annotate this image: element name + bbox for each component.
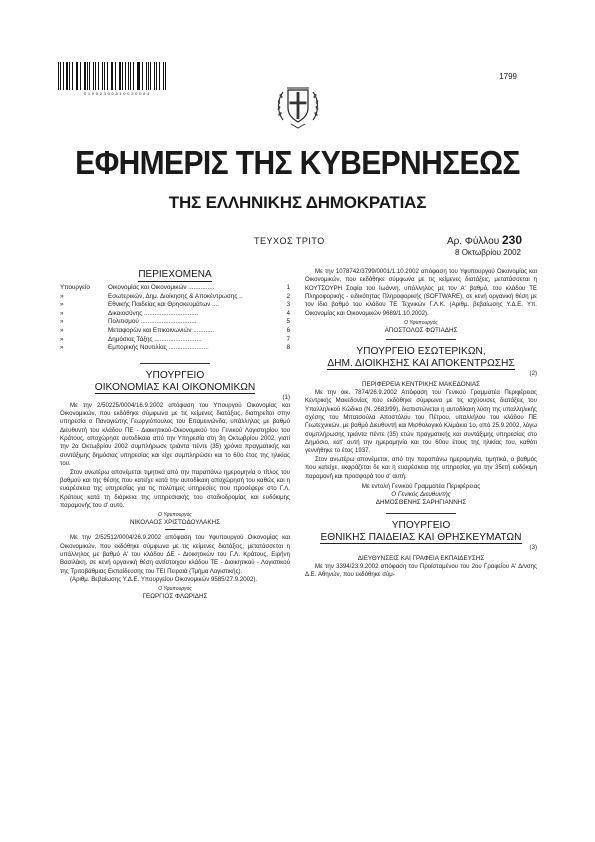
toc-page: 5 [286, 318, 290, 326]
toc-title: ΠΕΡΙΕΧΟΜΕΝΑ [138, 269, 212, 280]
signature-title: Ο Υφυπουργός [158, 512, 192, 519]
gazette-title: ΕΦΗΜΕΡΙΣ ΤΗΣ ΚΥΒΕΡΝΗΣΕΩΣ [75, 145, 520, 182]
signature-name: ΑΠΟΣΤΟΛΟΣ ΦΩΤΙΑΔΗΣ [384, 327, 458, 335]
sheet-label: Αρ. Φύλλου [446, 236, 500, 247]
decision-paragraph: Με την 2/52512/0004/26.9.2002 απόφαση του Υφυπουργού Οικονομίας και Οικονομικών, που εκδόθηκε σύμφωνα με τις κείμενες διατάξεις, μετατάσσεται η υπάλληλος με βαθμό Α' του κλάδου ΔΕ - Διοικητικών του Γ.Λ. Κράτους, Ειρήνη Βασιλάκη, σε κενή οργανική θέση αντίστοιχου κλάδου ΤΕ - Διοικητικού - Λογιστικού της Τριτοβάθμιας Εκπαίδευσης του ΤΕΙ Πειραιά (Τμήμα Λογιστικής). [60, 534, 290, 575]
toc-page: 8 [286, 344, 290, 352]
issue-label: ΤΕΥΧΟΣ ΤΡΙΤΟ [254, 236, 325, 246]
toc-row [60, 327, 290, 336]
toc-page: 1 [286, 284, 290, 291]
toc-ministry: » [60, 344, 64, 352]
decision-paragraph: Με την οικ. 7874/26.9.2002 Απόφαση του Γενικού Γραμματέα Περιφέρειας Κεντρικής Μακεδονίας που εκδόθηκε σύμφωνα με τις ισχύουσες διατάξεις του Υπαλληλικού Κώδικα (Ν. 2683/99), διαπιστώνεται η αυτοδίκαιη λύση της υπαλληλικής σχέσης του Μπατσούλα Αποστόλου του Πέτρου, υπαλλήλου του κλάδου ΠΕ Γεωτεχνικών, με βαθμό Διευθυντή και Μισθολογικό Κλιμάκιο 1ο, από 25.9.2002, λόγω συμπλήρωσης τριάντα πέντε (35) ετών πραγματικής και συντάξιμης υπηρεσίας στο Δημόσιο, κατ' αυτή την ημερομηνία και του 60ου έτους της ηλικίας του, καθότι γεννήθηκε το έτος 1937. [305, 389, 537, 455]
toc-ministry: » [60, 309, 64, 317]
toc-entry: Εσωτερικών, Δημ. Διοίκησης & Αποκέντρωσης .. [108, 292, 243, 300]
toc-ministry: » [60, 326, 64, 334]
ministry-heading-interior: ΥΠΟΥΡΓΕΙΟ ΕΣΩΤΕΡΙΚΩΝ, ΔΗΜ. ΔΙΟΙΚΗΣΗΣ ΚΑΙ ΑΠΟΚΕΝΤΡΩΣΗΣ [327, 346, 515, 370]
toc-row [60, 310, 290, 319]
decision-paragraph: Στον ανωτέρω απονέμεται, από την παραπάνω ημερομηνία, τιμητικά, ο βαθμός που κατείχε, εκφράζεται δε και η ευαρέσκεια της υπηρεσίας για την 35ετή ευδόκιμη παραμονή και προσφορά του σ' αυτή. [305, 455, 537, 480]
issue-date: 8 Οκτωβρίου 2002 [455, 248, 521, 257]
item-number: (1) [282, 393, 290, 401]
toc-entry: Μεταφορών και Επικοινωνιών ............ [108, 326, 215, 334]
toc-ministry: Υπουργείο [60, 284, 90, 291]
toc-row [60, 344, 290, 353]
toc-entry: Δικαιοσύνης ............................... [108, 309, 199, 317]
right-column [305, 268, 537, 580]
left-column [60, 268, 290, 601]
signature-title: Ο Υφυπουργός [158, 586, 192, 593]
sheet-number-label [447, 233, 522, 247]
decision-paragraph: Με την 2/50225/0004/16.9.2002 απόφαση του Υπουργού Οικονομίας και Οικονομικών, που εκδόθηκε σύμφωνα με τις κείμενες διατάξεις, διατηρείται στην υπηρεσία ο Παναγιώτης Γεωργιόπουλος του Επαμεινώνδα, υπάλληλος με βαθμό Διευθυντή του κλάδου ΠΕ - Διοικητικού-Οικονομικού του Γενικού Λογιστηρίου του Κράτους, αποχώρησε αυτοδίκαια από την Υπηρεσία στη 3η Οκτωβρίου 2002, γιατί την 2α Οκτωβρίου 2002 συμπλήρωσε τριάντα πέντε (35) χρόνια πραγματικής και συντάξιμης δημόσιας υπηρεσίας και είχε συμπληρώσει και το 60ο έτος της ηλικίας του. [60, 401, 290, 468]
toc-ministry: » [60, 292, 64, 300]
toc-ministry: » [60, 318, 64, 326]
toc-page: 6 [286, 326, 290, 334]
toc-list [60, 284, 290, 353]
signature-title: Ο Γενικός Διευθυντής [391, 490, 451, 498]
toc-row [60, 318, 290, 327]
ministry-heading-economy: ΥΠΟΥΡΓΕΙΟ ΟΙΚΟΝΟΜΙΑΣ ΚΑΙ ΟΙΚΟΝΟΜΙΚΩΝ [94, 369, 256, 393]
toc-row [60, 284, 290, 293]
ministry-heading-education: ΥΠΟΥΡΓΕΙΟ ΕΘΝΙΚΗΣ ΠΑΙΔΕΙΑΣ ΚΑΙ ΘΡΗΣΚΕΥΜΑΤΩΝ [320, 519, 522, 543]
toc-page: 7 [286, 335, 290, 343]
decision-paragraph: Με την 1078742/3799/0001/1.10.2002 απόφαση του Υφυπουργού Οικονομίας και Οικονομικών, που εκδόθηκε σύμφωνα με τις κείμενες διατάξεις, μετατάσσεται η ΚΟΥΤΣΟΥΡΗ Σοφία του Ιωάννη, υπάλληλος με τον Α' βαθμό, του κλάδου ΤΕ Πληροφορικής - ειδικότητας Πληροφορικής (SOFTWARE), σε κενή οργανική θέση με τον ίδιο βαθμό του κλάδου ΤΕ Τεχνικών Γ.Λ.Κ. (Αριθμ. βεβαίωσης Υ.Δ.Ε. Υπ. Οικονομίας και Οικονομικών 9689/1.10.2002). [305, 268, 537, 317]
barcode-number: 0 1 0 0 2 3 0 0 8 1 0 0 2 0 0 0 4 [84, 91, 150, 96]
section-heading: ΔΙΕΥΘΥΝΣΕΙΣ ΚΑΙ ΓΡΑΦΕΙΑ ΕΚΠΑΙΔΕΥΣΗΣ [357, 554, 485, 562]
greek-coat-of-arms-icon [273, 82, 323, 130]
toc-row [60, 301, 290, 310]
toc-entry: Εθνικής Παιδείας και Θρησκευμάτων .... [108, 301, 220, 309]
toc-entry: Εμπορικής Ναυτιλίας ....................... [108, 344, 209, 352]
toc-page: 4 [286, 309, 290, 317]
signature-name: ΝΙΚΟΛΑΟΣ ΧΡΙΣΤΟΔΟΥΛΑΚΗΣ [130, 519, 220, 527]
sheet-number: 230 [501, 233, 522, 247]
gazette-subtitle: ΤΗΣ ΕΛΛΗΝΙΚΗΣ ΔΗΜΟΚΡΑΤΙΑΣ [168, 193, 427, 212]
region-heading: ΠΕΡΙΦΕΡΕΙΑ ΚΕΝΤΡΙΚΗΣ ΜΑΚΕΔΟΝΙΑΣ [361, 381, 480, 389]
barcode [58, 62, 168, 90]
item-number: (3) [529, 543, 537, 551]
order-line: Με εντολή Γενικού Γραμματέα Περιφέρειας [361, 482, 481, 490]
toc-entry: Οικονομίας και Οικονομικών ............... [108, 284, 215, 291]
signature-title: Ο Υφυπουργός [404, 320, 438, 327]
toc-ministry: » [60, 335, 64, 343]
signature-name: ΔΗΜΟΣΘΕΝΗΣ ΣΑΡΗΓΙΑΝΝΗΣ [375, 498, 467, 506]
signature-name: ΓΕΩΡΓΙΟΣ ΦΛΩΡΙΔΗΣ [142, 593, 208, 601]
toc-entry: Δημόσιας Τάξης ........................... [108, 335, 202, 343]
toc-page: 2 [286, 292, 290, 300]
toc-entry: Πολιτισμού ................................ [108, 318, 197, 326]
toc-ministry: » [60, 301, 64, 309]
toc-page: 3 [286, 301, 290, 309]
item-number: (2) [529, 370, 537, 378]
toc-row [60, 336, 290, 345]
decision-paragraph: Με την 3394/23.9.2002 απόφαση του Προϊσταμένου του 2ου Γραφείου Α' Δ/νσης Δ.Ε. Αθηνών, που εκδόθηκε σύμ- [305, 562, 537, 579]
page-number: 1799 [499, 72, 517, 81]
decision-paragraph: Στον ανωτέρω απονέμεται τιμητικά από την παραπάνω ημερομηνία ο τίτλος του βαθμού και της θέσης που κατείχε κατά την αυτοδίκαιη αποχώρησή του καθώς και η ευαρέσκεια της υπηρεσίας για τις πολύτιμες υπηρεσίες που προσέφερε στο Γ.Λ. Κράτους κατά τη διάρκεια της υπηρεσιακής του σταδιοδρομίας και ευδόκιμης παραμονής του σ' αυτό. [60, 468, 290, 509]
toc-row [60, 293, 290, 302]
decision-paragraph: (Αριθμ. Βεβαίωσης Υ.Δ.Ε. Υπουργείου Οικονομικών 9585/27.9.2002). [70, 575, 258, 583]
